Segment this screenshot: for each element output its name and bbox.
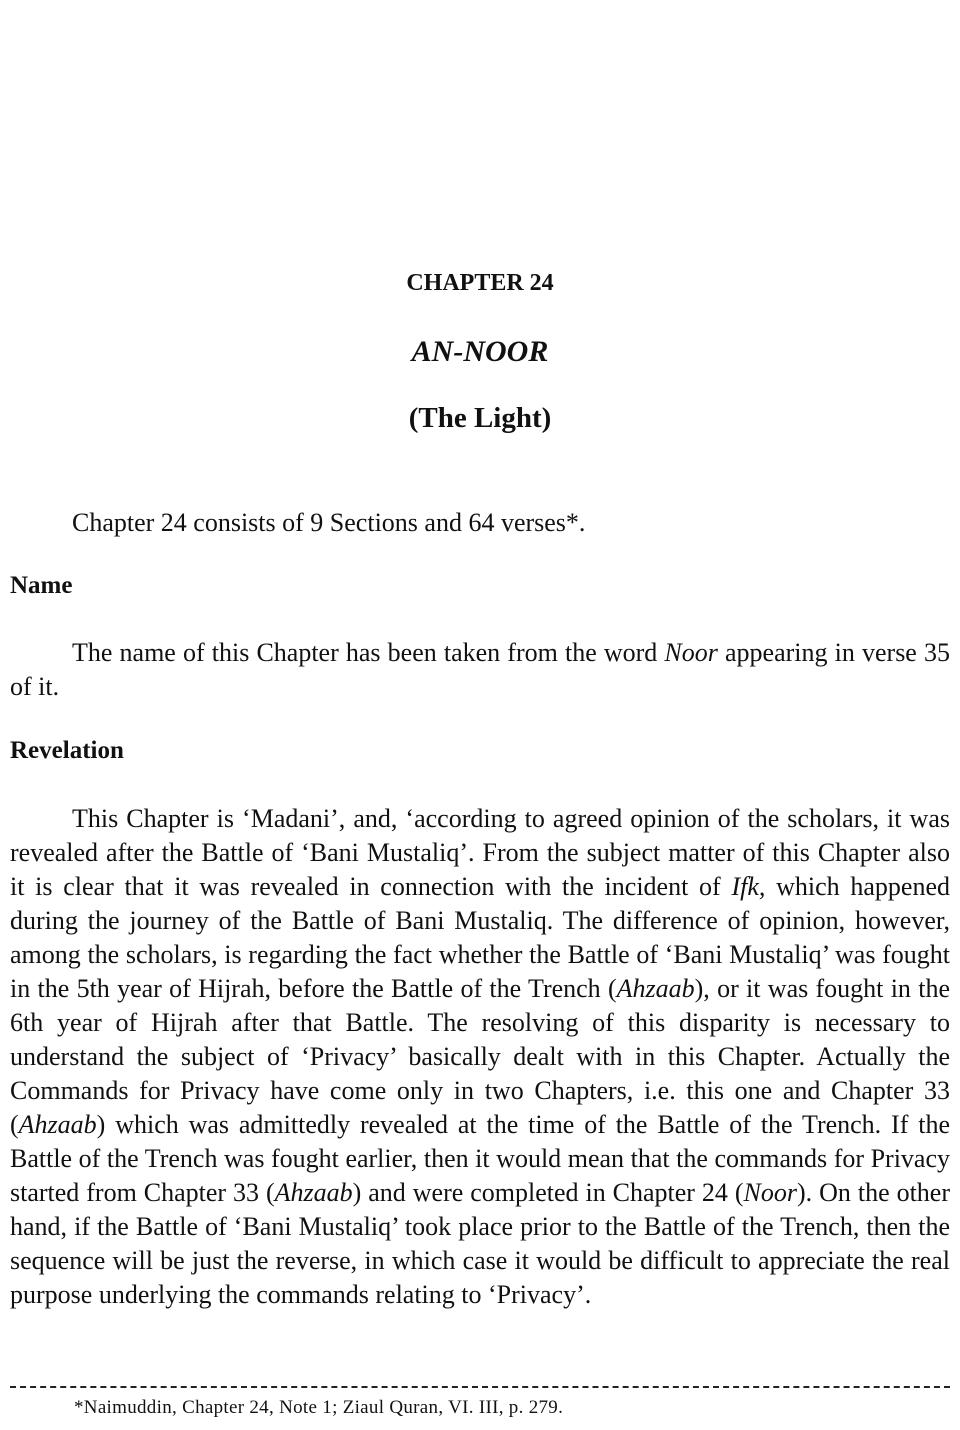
- text-span: ) and were completed in Chapter 24 (: [352, 1178, 744, 1207]
- section-heading-revelation: Revelation: [10, 737, 124, 764]
- italic-term: Noor: [743, 1178, 797, 1207]
- text-span: ). On the other hand, if the Battle of ‘Bani Mustaliq’ took place prior to the Battle of the Trench, then the sequence will be just the reverse, in which case it would be difficult to appreciate the real purpose underlying the commands relating to ‘Privacy’.: [10, 1178, 950, 1309]
- text-span: This Chapter is ‘Madani’, and, ‘according to agreed opinion of the scholars, it was revealed after the Battle of ‘Bani Mustaliq’. From the subject matter of this Chapter also it is clear that it was revealed in connection with the incident of: [10, 804, 950, 901]
- italic-term: Ahzaab: [274, 1178, 353, 1207]
- italic-term: Ahzaab: [616, 974, 695, 1003]
- text-span: ) which was admittedly revealed at the time of the Battle of the Trench. If the Battle of the Trench was fought earlier, then it would mean that the commands for Privacy started from Chapter 33 (: [10, 1110, 950, 1207]
- italic-term: Noor: [664, 638, 718, 667]
- chapter-number: CHAPTER 24: [406, 270, 554, 296]
- italic-term: Ifk,: [731, 872, 766, 901]
- text-span: which happened during the journey of the Battle of Bani Mustaliq. The difference of opinion, however, among the scholars, is regarding the fact whether the Battle of ‘Bani Mustaliq’ was fought in the 5th year of Hijrah, before the Battle of the Trench (: [10, 872, 950, 1003]
- text-span: appearing in verse 35 of it.: [10, 638, 950, 701]
- intro-paragraph: Chapter 24 consists of 9 Sections and 64 verses*.: [72, 508, 586, 537]
- footnote: *Naimuddin, Chapter 24, Note 1; Ziaul Quran, VI. III, p. 279.: [74, 1397, 564, 1418]
- revelation-paragraph: [10, 802, 950, 1312]
- text-span: The name of this Chapter has been taken from the word: [72, 638, 665, 667]
- name-paragraph: [10, 636, 950, 704]
- footnote-divider: [10, 1386, 950, 1388]
- section-heading-name: Name: [10, 572, 73, 599]
- chapter-title: AN-NOOR: [411, 335, 549, 368]
- chapter-subtitle: (The Light): [408, 402, 552, 434]
- italic-term: Ahzaab: [18, 1110, 97, 1139]
- text-span: ), or it was fought in the 6th year of Hijrah after that Battle. The resolving of this disparity is necessary to understand the subject of ‘Privacy’ basically dealt with in this Chapter. Actually the Commands for Privacy have come only in two Chapters, i.e. this one and Chapter 33 (: [10, 974, 950, 1139]
